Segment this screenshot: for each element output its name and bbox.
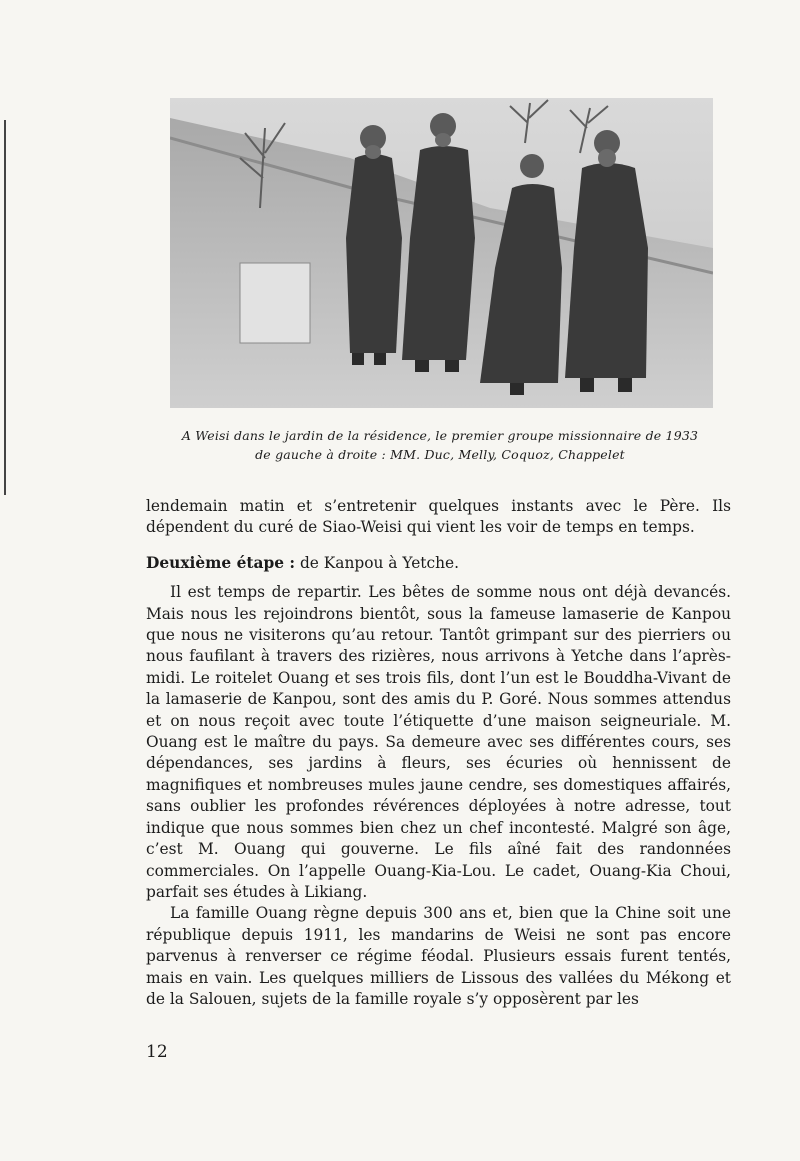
missionaries-photo-illustration	[170, 98, 713, 408]
caption-line-1: A Weisi dans le jardin de la résidence, le premier groupe missionnaire de 1933	[181, 428, 699, 443]
paragraph: Il est temps de repartir. Les bêtes de somme nous ont déjà devancés. Mais nous les rejoindrons bientôt, sous la fameuse lamaserie de Kanpou que nous ne visiterons qu’au retour. Tantôt grimpant sur des pierriers ou nous faufilant à travers des rizières, nous arrivons à Yetche dans l’après-midi. Le roitelet Ouang et ses trois fils, dont l’un est le Bouddha-Vivant de la lamaserie de Kanpou, sont des amis du P. Goré. Nous sommes attendus et on nous reçoit avec toute l’étiquette d’une maison seigneuriale. M. Ouang est le maître du pays. Sa demeure avec ses différentes cours, ses dépendances, ses jardins à fleurs, ses écuries où hennissent de magnifiques et nombreuses mules jaune cendre, ses domestiques affairés, sans oublier les profondes révérences déployées à notre adresse, tout indique que nous sommes bien chez un chef incontesté. Malgré son âge, c’est M. Ouang qui gouverne. Le fils aîné fait des randonnées commerciales. On l’appelle Ouang-Kia-Lou. Le cadet, Ouang-Kia Choui, parfait ses études à Likiang.	[146, 583, 731, 901]
page-number: 12	[146, 1042, 168, 1062]
section-heading	[146, 553, 731, 574]
paragraph-continued: lendemain matin et s’entretenir quelques instants avec le Père. Ils dépendent du curé de Siao-Weisi qui vient les voir de temps en temps.	[146, 497, 731, 537]
section-heading-bold: Deuxième étape :	[146, 553, 296, 572]
historical-photograph	[170, 98, 713, 408]
body-text	[146, 496, 731, 1010]
paragraph: La famille Ouang règne depuis 300 ans et, bien que la Chine soit une république depuis 1911, les mandarins de Weisi ne sont pas encore parvenus à renverser ce régime féodal. Plusieurs essais furent tentés, mais en vain. Les quelques milliers de Lissous des vallées du Mékong et de la Salouen, sujets de la famille royale s’y opposèrent par les	[146, 904, 731, 1008]
photo-caption	[150, 426, 730, 464]
margin-rule	[4, 120, 6, 495]
caption-line-2: de gauche à droite : MM. Duc, Melly, Coquoz, Chappelet	[255, 447, 625, 462]
section-heading-rest: de Kanpou à Yetche.	[295, 553, 460, 572]
